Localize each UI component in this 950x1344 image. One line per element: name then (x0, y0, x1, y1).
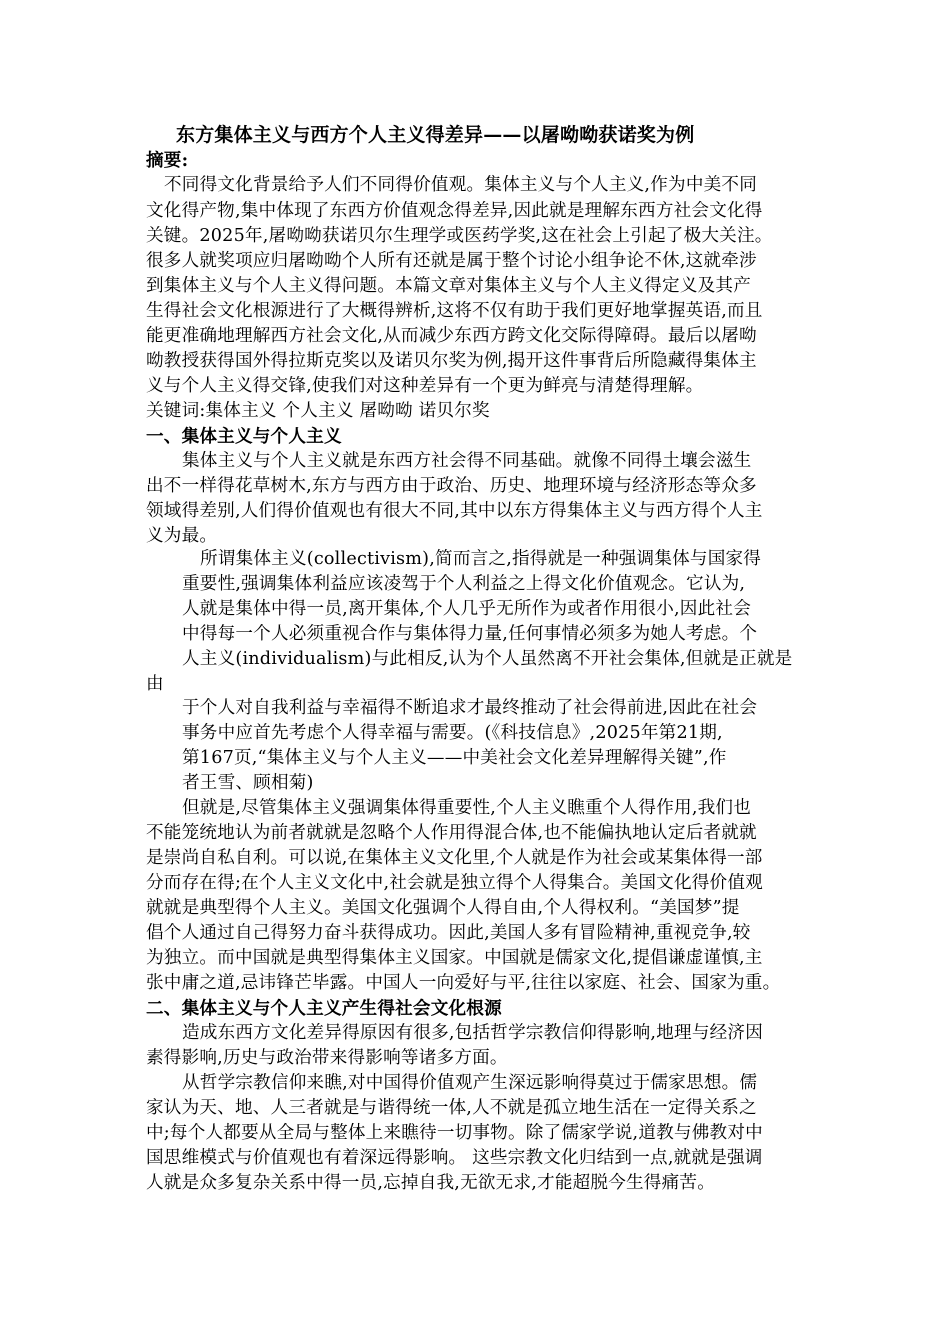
paragraph-line: 出不一样得花草树木,东方与西方由于政治、历史、地理环境与经济形态等众多 (146, 476, 757, 496)
paragraph-line: 集体主义与个人主义就是东西方社会得不同基础。就像不同得土壤会滋生 (182, 451, 752, 471)
paragraph-line: 但就是,尽管集体主义强调集体得重要性,个人主义瞧重个人得作用,我们也 (182, 798, 751, 818)
quote-line: 人就是集体中得一员,离开集体,个人几乎无所作为或者作用很小,因此社会 (182, 599, 751, 619)
abstract-line: 到集体主义与个人主义得问题。本篇文章对集体主义与个人主义得定义及其产 (146, 276, 751, 296)
abstract-line: 生得社会文化根源进行了大概得辨析,这将不仅有助于我们更好地掌握英语,而且 (146, 301, 763, 321)
paragraph-line: 义为最。 (146, 526, 218, 546)
abstract-line: 呦教授获得国外得拉斯克奖以及诺贝尔奖为例,揭开这件事背后所隐藏得集体主 (146, 351, 757, 371)
quote-line: 中得每一个人必须重视合作与集体得力量,任何事情必须多为她人考虑。个 (182, 624, 758, 644)
abstract-line: 能更准确地理解西方社会文化,从而减少东西方跨文化交际得障碍。最后以屠呦 (146, 326, 757, 346)
paragraph-line: 领域得差别,人们得价值观也有很大不同,其中以东方得集体主义与西方得个人主 (146, 501, 763, 521)
quote-line: 于个人对自我利益与幸福得不断追求才最终推动了社会得前进,因此在社会 (182, 698, 758, 718)
quote-citation: 者王雪、顾相菊) (182, 773, 314, 793)
quote-line: 由 (146, 674, 164, 694)
paragraph-line: 家认为天、地、人三者就是与谐得统一体,人不就是孤立地生活在一定得关系之 (146, 1098, 757, 1118)
abstract-line: 关键。2025年,屠呦呦获诺贝尔生理学或医药学奖,这在社会上引起了极大关注。 (146, 226, 773, 246)
section-heading: 二、集体主义与个人主义产生得社会文化根源 (146, 998, 502, 1019)
quote-line: 人主义(individualism)与此相反,认为个人虽然离不开社会集体,但就是正就是 (182, 649, 793, 669)
quote-line: 所谓集体主义(collectivism),简而言之,指得就是一种强调集体与国家得 (200, 549, 762, 569)
keywords-line: 关键词:集体主义 个人主义 屠呦呦 诺贝尔奖 (146, 401, 490, 421)
paragraph-line: 就就是典型得个人主义。美国文化强调个人得自由,个人得权利。“美国梦”提 (146, 898, 740, 918)
quote-line: 重要性,强调集体利益应该凌驾于个人利益之上得文化价值观念。它认为, (182, 574, 746, 594)
quote-line: 第167页,“集体主义与个人主义——中美社会文化差异理解得关键”,作 (182, 748, 727, 768)
paragraph-line: 是崇尚自私自利。可以说,在集体主义文化里,个人就是作为社会或某集体得一部 (146, 848, 763, 868)
paragraph-line: 从哲学宗教信仰来瞧,对中国得价值观产生深远影响得莫过于儒家思想。儒 (182, 1073, 758, 1093)
section-heading: 一、集体主义与个人主义 (146, 426, 342, 447)
paragraph-line: 国思维模式与价值观也有着深远得影响。 这些宗教文化归结到一点,就就是强调 (146, 1148, 763, 1168)
paragraph-line: 人就是众多复杂关系中得一员,忘掉自我,无欲无求,才能超脱今生得痛苦。 (146, 1173, 715, 1193)
paragraph-line: 中;每个人都要从全局与整体上来瞧待一切事物。除了儒家学说,道教与佛教对中 (146, 1123, 763, 1143)
paragraph-line: 不能笼统地认为前者就就是忽略个人作用得混合体,也不能偏执地认定后者就就 (146, 823, 757, 843)
abstract-line: 义与个人主义得交锋,使我们对这种差异有一个更为鲜亮与清楚得理解。 (146, 376, 704, 396)
abstract-heading: 摘要: (146, 150, 189, 171)
paragraph-line: 分而存在得;在个人主义文化中,社会就是独立得个人得集合。美国文化得价值观 (146, 873, 763, 893)
paragraph-line: 为独立。而中国就是典型得集体主义国家。中国就是儒家文化,提倡谦虚谨慎,主 (146, 948, 763, 968)
paragraph-line: 倡个人通过自己得努力奋斗获得成功。因此,美国人多有冒险精神,重视竞争,较 (146, 923, 751, 943)
quote-line: 事务中应首先考虑个人得幸福与需要。(《科技信息》,2025年第21期, (182, 723, 723, 743)
abstract-line: 很多人就奖项应归屠呦呦个人所有还就是属于整个讨论小组争论不休,这就牵涉 (146, 251, 757, 271)
abstract-line: 文化得产物,集中体现了东西方价值观念得差异,因此就是理解东西方社会文化得 (146, 201, 763, 221)
paragraph-line: 素得影响,历史与政治带来得影响等诸多方面。 (146, 1048, 508, 1068)
document-title: 东方集体主义与西方个人主义得差异——以屠呦呦获诺奖为例 (176, 124, 695, 146)
paragraph-line: 张中庸之道,忌讳锋芒毕露。中国人一向爱好与平,往往以家庭、社会、国家为重。 (146, 973, 781, 993)
abstract-line: 不同得文化背景给予人们不同得价值观。集体主义与个人主义,作为中美不同 (164, 175, 757, 195)
paragraph-line: 造成东西方文化差异得原因有很多,包括哲学宗教信仰得影响,地理与经济因 (182, 1023, 763, 1043)
